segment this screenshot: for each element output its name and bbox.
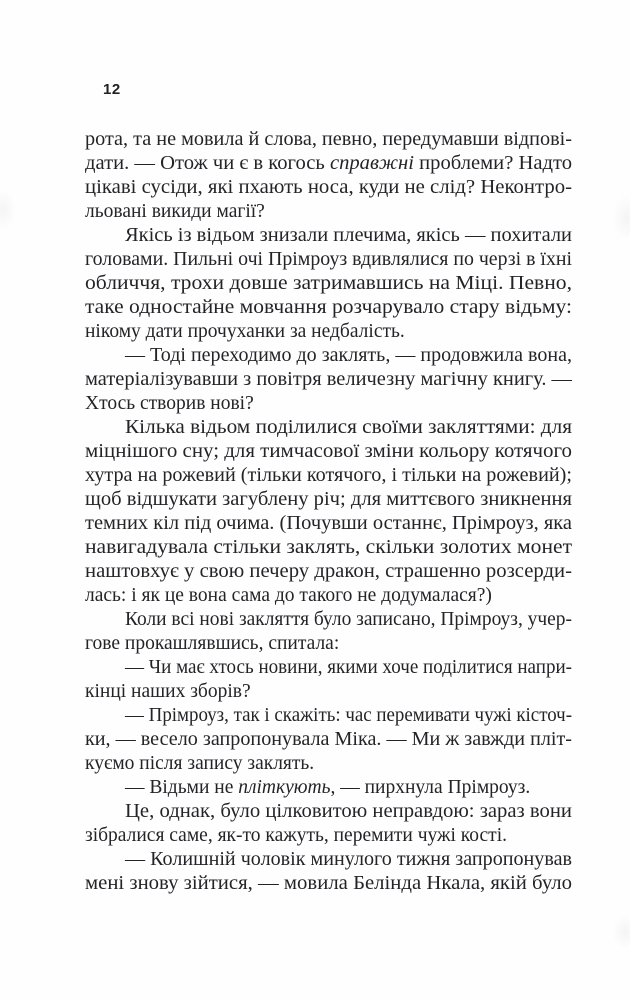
text-line-content: Це, однак, було цілковитою неправдою: зараз вони: [125, 801, 572, 822]
text-line-content: зібралися саме, як-то кажуть, перемити чужі кості.: [85, 825, 507, 846]
text-line: [85, 488, 572, 512]
text-line-content: мені знову зійтися, — мовила Белінда Нкала, якій було: [85, 873, 572, 894]
text-line-content: міцнішого сну; для тимчасової зміни кольору котячого: [85, 441, 572, 462]
scan-smudge: [612, 915, 630, 949]
text-line-content: лась: і як це вона сама до такого не додумалася?): [85, 585, 492, 606]
text-line: [85, 200, 572, 224]
italic-text: пліткують: [238, 777, 331, 798]
text-line-content: хутра на рожевий (тільки котячого, і тільки на рожевий);: [85, 465, 572, 486]
text-line: [85, 824, 572, 848]
text-line-content: льовані викиди магії?: [85, 201, 265, 222]
text-line-content: — Чи має хтось новини, якими хоче поділитися напри-: [125, 657, 572, 678]
text-line: [85, 392, 572, 416]
text-line: [85, 512, 572, 536]
paragraph: [85, 416, 572, 608]
text-line: [85, 872, 572, 896]
text-line-content: таке одностайне мовчання розчарувало стару відьму:: [85, 297, 572, 318]
text-line-content: — Колишній чоловік минулого тижня запропонував: [125, 849, 572, 870]
paragraph: [85, 800, 572, 848]
text-line: [85, 656, 572, 680]
text-line-content: рота, та не мовила й слова, певно, передумавши відпові-: [85, 129, 572, 150]
text-line: [85, 344, 572, 368]
text-line: [85, 464, 572, 488]
text-line-content: — Тоді переходимо до заклять, — продовжила вона,: [125, 345, 572, 366]
text-line: [85, 416, 572, 440]
paragraph: [85, 704, 572, 776]
text-line: [85, 776, 572, 800]
text-line: [85, 680, 572, 704]
text-line-content: ки, — весело запропонувала Міка. — Ми ж завжди пліт-: [85, 729, 572, 750]
text-line: [85, 800, 572, 824]
text-line-content: Коли всі нові закляття було записано, Прімроуз, учер-: [125, 609, 572, 630]
scan-smudge: [612, 195, 630, 241]
text-line-content: щоб відшукати загублену річ; для миттєвого зникнення: [85, 489, 572, 510]
page-number: 12: [103, 81, 121, 98]
text-line: [85, 368, 572, 392]
text-line-content: Кілька відьом поділилися своїми закляттями: для: [125, 417, 572, 438]
text-line: [85, 752, 572, 776]
text-line-content: Хтось створив нові?: [85, 393, 254, 414]
text-line-content: цікаві сусіди, які пхають носа, куди не слід? Неконтро-: [85, 177, 572, 198]
text-line: [85, 728, 572, 752]
text-line-content: обличчя, трохи довше затримавшись на Міці. Певно,: [85, 273, 572, 294]
text-line: [85, 176, 572, 200]
paragraph: [85, 776, 572, 800]
text-line: [85, 560, 572, 584]
paragraph: [85, 224, 572, 344]
paragraph: [85, 608, 572, 656]
text-line: [85, 440, 572, 464]
body-text: [85, 128, 572, 896]
text-line: [85, 632, 572, 656]
paragraph: [85, 656, 572, 704]
text-line-content: матеріалізувавши з повітря величезну магічну книгу. —: [85, 369, 572, 390]
scan-smudge: [0, 190, 16, 230]
paragraph: [85, 848, 572, 896]
text-line: [85, 608, 572, 632]
text-line: [85, 128, 572, 152]
italic-text: справжні: [329, 153, 415, 174]
text-line-content: головами. Пильні очі Прімроуз вдивлялися по черзі в їхні: [85, 249, 572, 270]
text-line-content: — Прімроуз, так і скажіть: час перемивати чужі кісточ-: [125, 705, 572, 726]
text-line-content: гове прокашлявшись, спитала:: [85, 633, 340, 654]
text-line: [85, 584, 572, 608]
paragraph: [85, 344, 572, 416]
text-line-content: куємо після запису заклять.: [85, 753, 315, 774]
text-line: [85, 704, 572, 728]
text-line-content: кінці наших зборів?: [85, 681, 251, 702]
text-line: [85, 296, 572, 320]
text-line-content: наштовхує у свою печеру дракон, страшенно розсерди-: [85, 561, 572, 582]
text-line: [85, 224, 572, 248]
text-line: [85, 152, 572, 176]
text-line-content: Якісь із відьом знизали плечима, якісь — похитали: [125, 225, 572, 246]
text-line: [85, 536, 572, 560]
text-line-content: — Відьми не пліткують, — пирхнула Прімроуз.: [125, 777, 531, 798]
paragraph: [85, 128, 572, 224]
text-line-content: дати. — Отож чи є в когось справжні проблеми? Надто: [85, 153, 572, 174]
text-line: [85, 248, 572, 272]
text-line-content: нікому дати прочуханки за недбалість.: [85, 321, 405, 342]
text-line: [85, 320, 572, 344]
text-line-content: навигадувала стільки заклять, скільки золотих монет: [85, 537, 572, 558]
text-line-content: темних кіл під очима. (Почувши останнє, Прімроуз, яка: [85, 513, 572, 534]
text-line: [85, 272, 572, 296]
text-line: [85, 848, 572, 872]
